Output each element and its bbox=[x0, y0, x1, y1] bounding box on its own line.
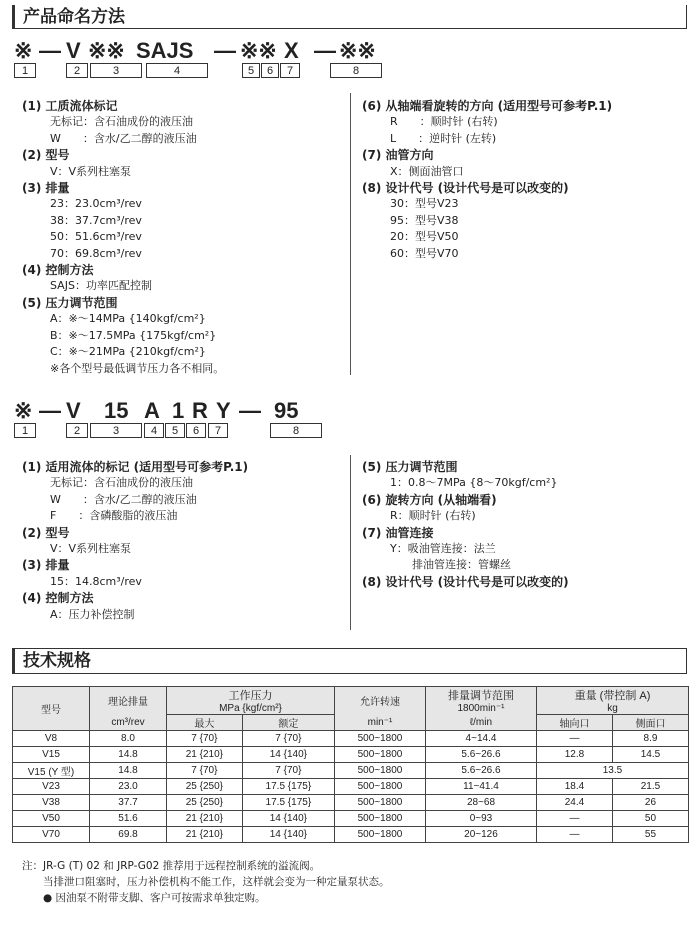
table-cell: 7 {70} bbox=[242, 731, 334, 747]
table-row bbox=[13, 747, 689, 763]
legend-item: 15：14.8cm³/rev bbox=[50, 574, 142, 588]
table-cell: 55 bbox=[612, 827, 688, 843]
table-cell: 25 {250} bbox=[167, 795, 243, 811]
th-disp: 理论排量 bbox=[90, 687, 167, 715]
table-cell: 14 {140} bbox=[242, 747, 334, 763]
table-cell: 37.7 bbox=[90, 795, 167, 811]
code-symbol: — bbox=[314, 38, 336, 63]
legend-item: V：V系列柱塞泵 bbox=[50, 542, 132, 556]
legend-item: 50：51.6cm³/rev bbox=[50, 230, 142, 244]
legend-item: R：顺时针 (右转) bbox=[390, 509, 476, 523]
legend-left-1 bbox=[22, 98, 224, 377]
th-speed-unit: min⁻¹ bbox=[334, 715, 425, 731]
table-cell: 500~1800 bbox=[334, 827, 425, 843]
th-weight-unit: kg bbox=[607, 703, 618, 714]
legend-right-2 bbox=[362, 459, 569, 590]
legend-heading: (1) 适用流体的标记 (适用型号可参考P.1) bbox=[22, 460, 249, 474]
legend-item: A：※～14MPa {140kgf/cm²} bbox=[50, 312, 206, 326]
table-cell: 8.0 bbox=[90, 731, 167, 747]
legend-heading: (5) 压力调节范围 bbox=[362, 460, 458, 474]
code-box: 8 bbox=[270, 423, 322, 438]
legend-item: ※各个型号最低调节压力各不相同。 bbox=[50, 361, 225, 375]
table-cell: 23.0 bbox=[90, 779, 167, 795]
table-cell: 7 {70} bbox=[167, 731, 243, 747]
legend-item: Y：吸油管连接：法兰 bbox=[390, 542, 496, 556]
code-symbol: ※ bbox=[14, 398, 33, 423]
code-box: 5 bbox=[165, 423, 185, 438]
th-range-label: 排量调节范围 bbox=[447, 690, 514, 703]
code-symbol: ※ bbox=[14, 38, 33, 63]
legend-item: X：侧面油管口 bbox=[390, 164, 464, 178]
th-model: 型号 bbox=[13, 687, 90, 731]
code-box: 6 bbox=[261, 63, 279, 78]
code-symbol: — bbox=[214, 38, 236, 63]
legend-item: 23：23.0cm³/rev bbox=[50, 197, 142, 211]
table-cell: 0~93 bbox=[425, 811, 536, 827]
code-symbol: X bbox=[284, 38, 299, 63]
table-cell: 14.5 bbox=[612, 747, 688, 763]
legend-item: V：V系列柱塞泵 bbox=[50, 164, 132, 178]
table-cell: 21.5 bbox=[612, 779, 688, 795]
code-box: 7 bbox=[208, 423, 228, 438]
code-symbol: — bbox=[239, 398, 261, 423]
table-cell: 26 bbox=[612, 795, 688, 811]
table-cell: 500~1800 bbox=[334, 731, 425, 747]
note: 注：JR-G (T) 02 和 JRP-G02 推荐用于远程控制系统的溢流阀。 bbox=[22, 860, 321, 872]
legend-item: W ：含水/乙二醇的液压油 bbox=[50, 492, 197, 506]
code-box: 6 bbox=[186, 423, 206, 438]
code-symbol: 15 bbox=[104, 398, 129, 423]
table-row bbox=[13, 811, 689, 827]
code-box: 1 bbox=[14, 63, 36, 78]
note: 当排泄口阻塞时，压力补偿机构不能工作，这样就会变为一种定量泵状态。 bbox=[22, 876, 390, 888]
table-row bbox=[13, 731, 689, 747]
code-symbol: — bbox=[39, 398, 61, 423]
table-cell: 8.9 bbox=[612, 731, 688, 747]
table-cell: 11~41.4 bbox=[425, 779, 536, 795]
code-symbol: ※※ bbox=[339, 38, 376, 63]
code-box: 2 bbox=[66, 63, 88, 78]
legend-heading: (6) 从轴端看旋转的方向 (适用型号可参考P.1) bbox=[362, 99, 613, 113]
table-cell: 25 {250} bbox=[167, 779, 243, 795]
legend-right-1 bbox=[362, 98, 612, 262]
th-rated: 额定 bbox=[242, 715, 334, 731]
legend-item: 38：37.7cm³/rev bbox=[50, 213, 142, 227]
section-title-naming: 产品命名方法 bbox=[12, 5, 687, 29]
legend-item: C：※～21MPa {210kgf/cm²} bbox=[50, 345, 206, 359]
divider bbox=[350, 455, 351, 630]
table-cell: 500~1800 bbox=[334, 795, 425, 811]
code-box: 5 bbox=[242, 63, 260, 78]
legend-heading: (7) 油管方向 bbox=[362, 148, 434, 163]
code-symbol: — bbox=[39, 38, 61, 63]
table-cell: V8 bbox=[13, 731, 90, 747]
table-cell: 17.5 {175} bbox=[242, 795, 334, 811]
th-weight bbox=[536, 687, 688, 715]
th-pressure-unit: MPa {kgf/cm²} bbox=[219, 703, 282, 714]
table-cell: 7 {70} bbox=[167, 763, 243, 779]
legend-item: 70：69.8cm³/rev bbox=[50, 246, 142, 260]
table-cell: 12.8 bbox=[536, 747, 612, 763]
code-symbol: V bbox=[66, 38, 81, 63]
table-cell: — bbox=[536, 811, 612, 827]
legend-heading: (3) 排量 bbox=[22, 181, 70, 196]
legend-item: 1：0.8～7MPa {8～70kgf/cm²} bbox=[390, 476, 558, 490]
code-symbol: ※※ bbox=[240, 38, 277, 63]
legend-heading: (8) 设计代号 (设计代号是可以改变的) bbox=[362, 181, 569, 196]
section-title-specs: 技术规格 bbox=[12, 648, 687, 674]
code-symbol: 1 bbox=[172, 398, 185, 423]
legend-item: 20：型号V50 bbox=[390, 230, 459, 244]
code-box: 1 bbox=[14, 423, 36, 438]
th-side: 侧面口 bbox=[612, 715, 688, 731]
legend-heading: (1) 工质流体标记 bbox=[22, 99, 118, 113]
table-cell: 14 {140} bbox=[242, 811, 334, 827]
table-cell: 17.5 {175} bbox=[242, 779, 334, 795]
legend-heading: (4) 控制方法 bbox=[22, 591, 94, 606]
table-cell: V38 bbox=[13, 795, 90, 811]
table-cell: 24.4 bbox=[536, 795, 612, 811]
legend-heading: (2) 型号 bbox=[22, 148, 70, 163]
table-cell: V70 bbox=[13, 827, 90, 843]
code-box: 8 bbox=[330, 63, 382, 78]
code-symbol: Y bbox=[216, 398, 231, 423]
table-cell: 21 {210} bbox=[167, 827, 243, 843]
code-symbol: V bbox=[66, 398, 81, 423]
th-axial: 轴向口 bbox=[536, 715, 612, 731]
legend-item: 无标记：含石油成份的液压油 bbox=[50, 476, 193, 490]
legend-heading: (4) 控制方法 bbox=[22, 263, 94, 278]
table-cell: 4~14.4 bbox=[425, 731, 536, 747]
table-cell: 14.8 bbox=[90, 747, 167, 763]
th-speed: 允许转速 bbox=[334, 687, 425, 715]
table-cell: — bbox=[536, 827, 612, 843]
code-box: 7 bbox=[280, 63, 300, 78]
legend-item: L ：逆时针 (左转) bbox=[390, 131, 497, 145]
table-cell: V15 bbox=[13, 747, 90, 763]
table-cell: 13.5 bbox=[536, 763, 688, 779]
table-cell: 5.6~26.6 bbox=[425, 763, 536, 779]
legend-heading: (5) 压力调节范围 bbox=[22, 295, 118, 310]
code-symbol: A bbox=[144, 398, 160, 423]
table-cell: 18.4 bbox=[536, 779, 612, 795]
code-symbol: R bbox=[192, 398, 208, 423]
code-symbol: ※※ bbox=[88, 38, 125, 63]
legend-item: 无标记：含石油成份的液压油 bbox=[50, 115, 193, 129]
legend-item: R ：顺时针 (右转) bbox=[390, 115, 498, 129]
divider bbox=[350, 93, 351, 375]
table-row bbox=[13, 795, 689, 811]
table-cell: 7 {70} bbox=[242, 763, 334, 779]
code-box: 3 bbox=[90, 423, 142, 438]
table-cell: 5.6~26.6 bbox=[425, 747, 536, 763]
legend-item: W ：含水/乙二醇的液压油 bbox=[50, 131, 197, 145]
table-cell: 21 {210} bbox=[167, 811, 243, 827]
legend-heading: (6) 旋转方向 (从轴端看) bbox=[362, 492, 497, 507]
th-weight-label: 重量 (带控制 A) bbox=[574, 690, 651, 702]
table-cell: 69.8 bbox=[90, 827, 167, 843]
table-cell: 14 {140} bbox=[242, 827, 334, 843]
spec-table bbox=[12, 686, 689, 843]
table-cell: 21 {210} bbox=[167, 747, 243, 763]
table-row bbox=[13, 827, 689, 843]
code-symbol: SAJS bbox=[136, 38, 194, 63]
table-cell: 500~1800 bbox=[334, 779, 425, 795]
table-cell: 28~68 bbox=[425, 795, 536, 811]
table-row bbox=[13, 779, 689, 795]
legend-item: 排油管连接：管螺丝 bbox=[390, 558, 511, 572]
table-cell: V23 bbox=[13, 779, 90, 795]
legend-item: 95：型号V38 bbox=[390, 213, 459, 227]
table-cell: V50 bbox=[13, 811, 90, 827]
code-symbol: 95 bbox=[274, 398, 299, 423]
table-cell: 500~1800 bbox=[334, 811, 425, 827]
legend-item: A：压力补偿控制 bbox=[50, 607, 135, 621]
th-max: 最大 bbox=[167, 715, 243, 731]
table-cell: 500~1800 bbox=[334, 747, 425, 763]
legend-item: 60：型号V70 bbox=[390, 246, 459, 260]
th-range-sub: 1800min⁻¹ bbox=[457, 703, 505, 715]
code-box: 3 bbox=[90, 63, 142, 78]
note: ● 因油泵不附带支脚、客户可按需求单独定购。 bbox=[22, 892, 266, 904]
table-cell: V15 (Y 型) bbox=[13, 763, 90, 779]
table-cell: 500~1800 bbox=[334, 763, 425, 779]
legend-heading: (3) 排量 bbox=[22, 558, 70, 573]
legend-item: F ：含磷酸脂的液压油 bbox=[50, 509, 178, 523]
legend-heading: (7) 油管连接 bbox=[362, 525, 434, 540]
th-range bbox=[425, 687, 536, 715]
table-cell: 51.6 bbox=[90, 811, 167, 827]
table-row bbox=[13, 763, 689, 779]
notes bbox=[22, 858, 390, 906]
legend-item: SAJS：功率匹配控制 bbox=[50, 279, 152, 293]
legend-heading: (2) 型号 bbox=[22, 525, 70, 540]
legend-item: 30：型号V23 bbox=[390, 197, 459, 211]
table-cell: — bbox=[536, 731, 612, 747]
legend-item: B：※～17.5MPa {175kgf/cm²} bbox=[50, 328, 217, 342]
th-range-unit: ℓ/min bbox=[425, 715, 536, 731]
code-box: 4 bbox=[146, 63, 208, 78]
th-disp-unit: cm³/rev bbox=[90, 715, 167, 731]
th-pressure bbox=[167, 687, 335, 715]
th-pressure-label: 工作压力 bbox=[228, 690, 273, 702]
code-box: 2 bbox=[66, 423, 88, 438]
code-box: 4 bbox=[144, 423, 164, 438]
table-cell: 14.8 bbox=[90, 763, 167, 779]
legend-left-2 bbox=[22, 459, 248, 623]
legend-heading: (8) 设计代号 (设计代号是可以改变的) bbox=[362, 574, 569, 589]
table-cell: 20~126 bbox=[425, 827, 536, 843]
table-cell: 50 bbox=[612, 811, 688, 827]
